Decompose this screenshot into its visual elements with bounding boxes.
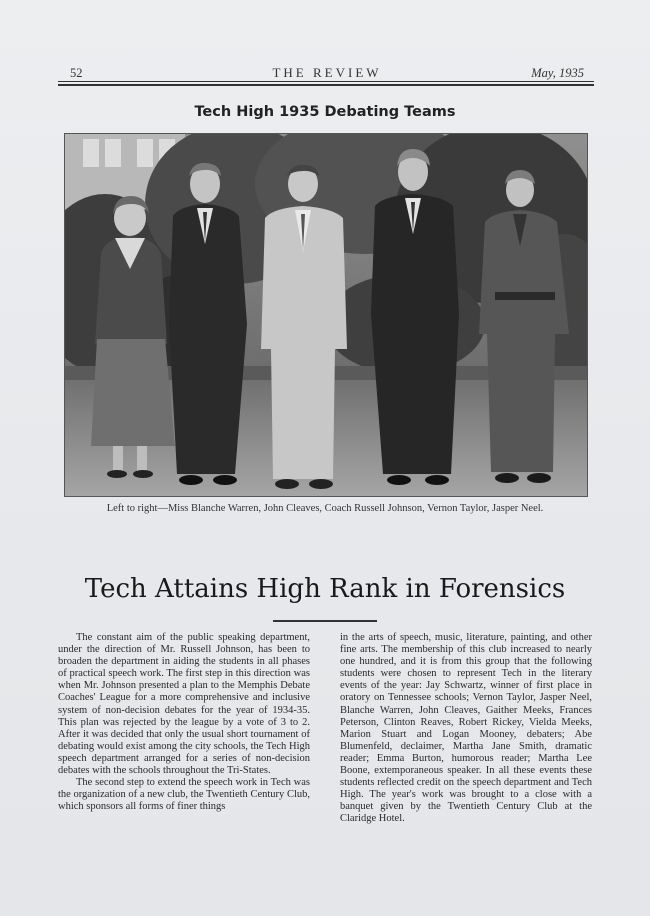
article-paragraph: The second step to extend the speech work in Tech was the organization of a new club, the Twentieth Century Club, which sponsors all forms of finer things (58, 777, 310, 813)
header-rule-thick (58, 84, 594, 86)
article-paragraph: The constant aim of the public speaking department, under the direction of Mr. Russell Johnson, has been to broaden the department in aiding the students in all phases of practical speech work. The first step in this direction was when Mr. Johnson presented a plan to the Memphis Debate Coaches' League for a more comprehensive and inclusive system of non-decision debates for the year of 1934-35. This plan was rejected by the league by a vote of 3 to 2. After it was decided that only the usual short tournament of debating would exist among the city schools, the Tech High speech department arranged for a series of non-decision debates with the schools throughout the Tri-States. (58, 632, 310, 777)
header-rule-thin (58, 81, 594, 82)
headline-rule (273, 620, 377, 622)
article-headline: Tech Attains High Rank in Forensics (84, 574, 566, 604)
photo-caption: Left to right—Miss Blanche Warren, John Cleaves, Coach Russell Johnson, Vernon Taylor, Jasper Neel. (106, 503, 544, 514)
article-column-left (58, 632, 310, 813)
page-number: 52 (70, 66, 83, 80)
issue-date: May, 1935 (531, 66, 584, 80)
page-header (60, 64, 594, 82)
publication-title: THE REVIEW (272, 65, 382, 80)
team-photograph (64, 133, 588, 497)
article-paragraph: in the arts of speech, music, literature, painting, and other fine arts. The membership of this club increased to nearly one hundred, and it is from this group that the following students were chosen to represent Tech in the literary events of the year: Jay Schwartz, winner of first place in oratory on Tennessee schools; Vernon Taylor, Jasper Neel, Blanche Warren, John Cleaves, Gaither Meeks, Frances Peterson, Clinton Reaves, Robert Rickey, Vielda Meeks, Marion Stuart and Logan Mooney, debaters; Abe Blumenfeld, declaimer, Martha Jane Smith, dramatic reader; Emma Burton, humorous reader; Martha Lee Boone, extemporaneous speaker. In all these events these students reflected credit on the speech department and Tech High. The year's work was brought to a close with a banquet given by the Twentieth Century Club at the Claridge Hotel. (340, 632, 592, 825)
article-column-right (340, 632, 592, 826)
photo-title: Tech High 1935 Debating Teams (194, 104, 456, 120)
